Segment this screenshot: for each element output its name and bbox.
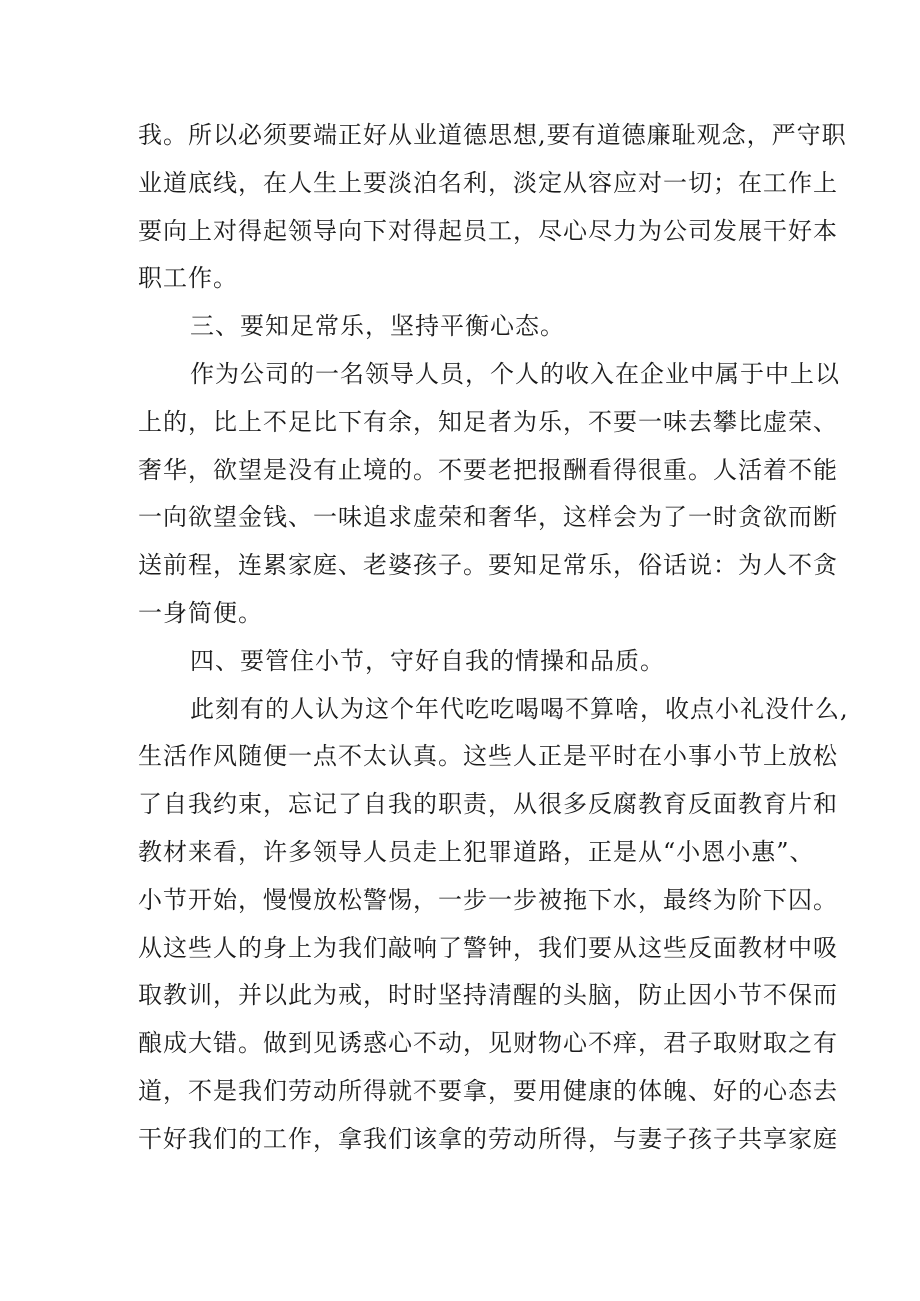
text-line: 作为公司的一名领导人员，个人的收入在企业中属于中上以 xyxy=(190,359,840,388)
text-line: 送前程，连累家庭、老婆孩子。要知足常乐，俗话说：为人不贪 xyxy=(138,551,838,580)
section-heading: 三、要知足常乐，坚持平衡心态。 xyxy=(190,312,565,341)
text-line: 要向上对得起领导向下对得起员工，尽心尽力为公司发展干好本 xyxy=(138,216,838,245)
text-line: 教材来看，许多领导人员走上犯罪道路，正是从“小恩小惠”、 xyxy=(138,837,815,866)
text-line: 职工作。 xyxy=(138,264,238,293)
text-line: 酿成大错。做到见诱惑心不动，见财物心不痒，君子取财取之有 xyxy=(138,1029,838,1058)
text-line: 奢华，欲望是没有止境的。不要老把报酬看得很重。人活着不能 xyxy=(138,455,838,484)
section-heading: 四、要管住小节，守好自我的情操和品质。 xyxy=(190,646,665,675)
text-line: 生活作风随便一点不太认真。这些人正是平时在小事小节上放松 xyxy=(138,742,838,771)
text-line: 业道底线，在人生上要淡泊名利，淡定从容应对一切；在工作上 xyxy=(138,168,838,197)
text-line: 道，不是我们劳动所得就不要拿，要用健康的体魄、好的心态去 xyxy=(138,1076,838,1105)
text-line: 一向欲望金钱、一味追求虚荣和奢华，这样会为了一时贪欲而断 xyxy=(138,503,838,532)
text-line: 上的，比上不足比下有余，知足者为乐，不要一味去攀比虚荣、 xyxy=(138,407,838,436)
text-line: 了自我约束，忘记了自我的职责，从很多反腐教育反面教育片和 xyxy=(138,790,838,819)
text-line: 从这些人的身上为我们敲响了警钟，我们要从这些反面教材中吸 xyxy=(138,933,838,962)
text-line: 取教训，并以此为戒，时时坚持清醒的头脑，防止因小节不保而 xyxy=(138,981,838,1010)
text-line: 此刻有的人认为这个年代吃吃喝喝不算啥，收点小礼没什么, xyxy=(190,694,849,723)
text-line: 小节开始，慢慢放松警惕，一步一步被拖下水，最终为阶下囚。 xyxy=(138,885,838,914)
text-line: 干好我们的工作，拿我们该拿的劳动所得，与妻子孩子共享家庭 xyxy=(138,1124,838,1153)
document-body xyxy=(138,112,849,1164)
text-line: 我。所以必须要端正好从业道德思想,要有道德廉耻观念，严守职 xyxy=(138,121,847,149)
text-line: 一身简便。 xyxy=(138,598,263,627)
